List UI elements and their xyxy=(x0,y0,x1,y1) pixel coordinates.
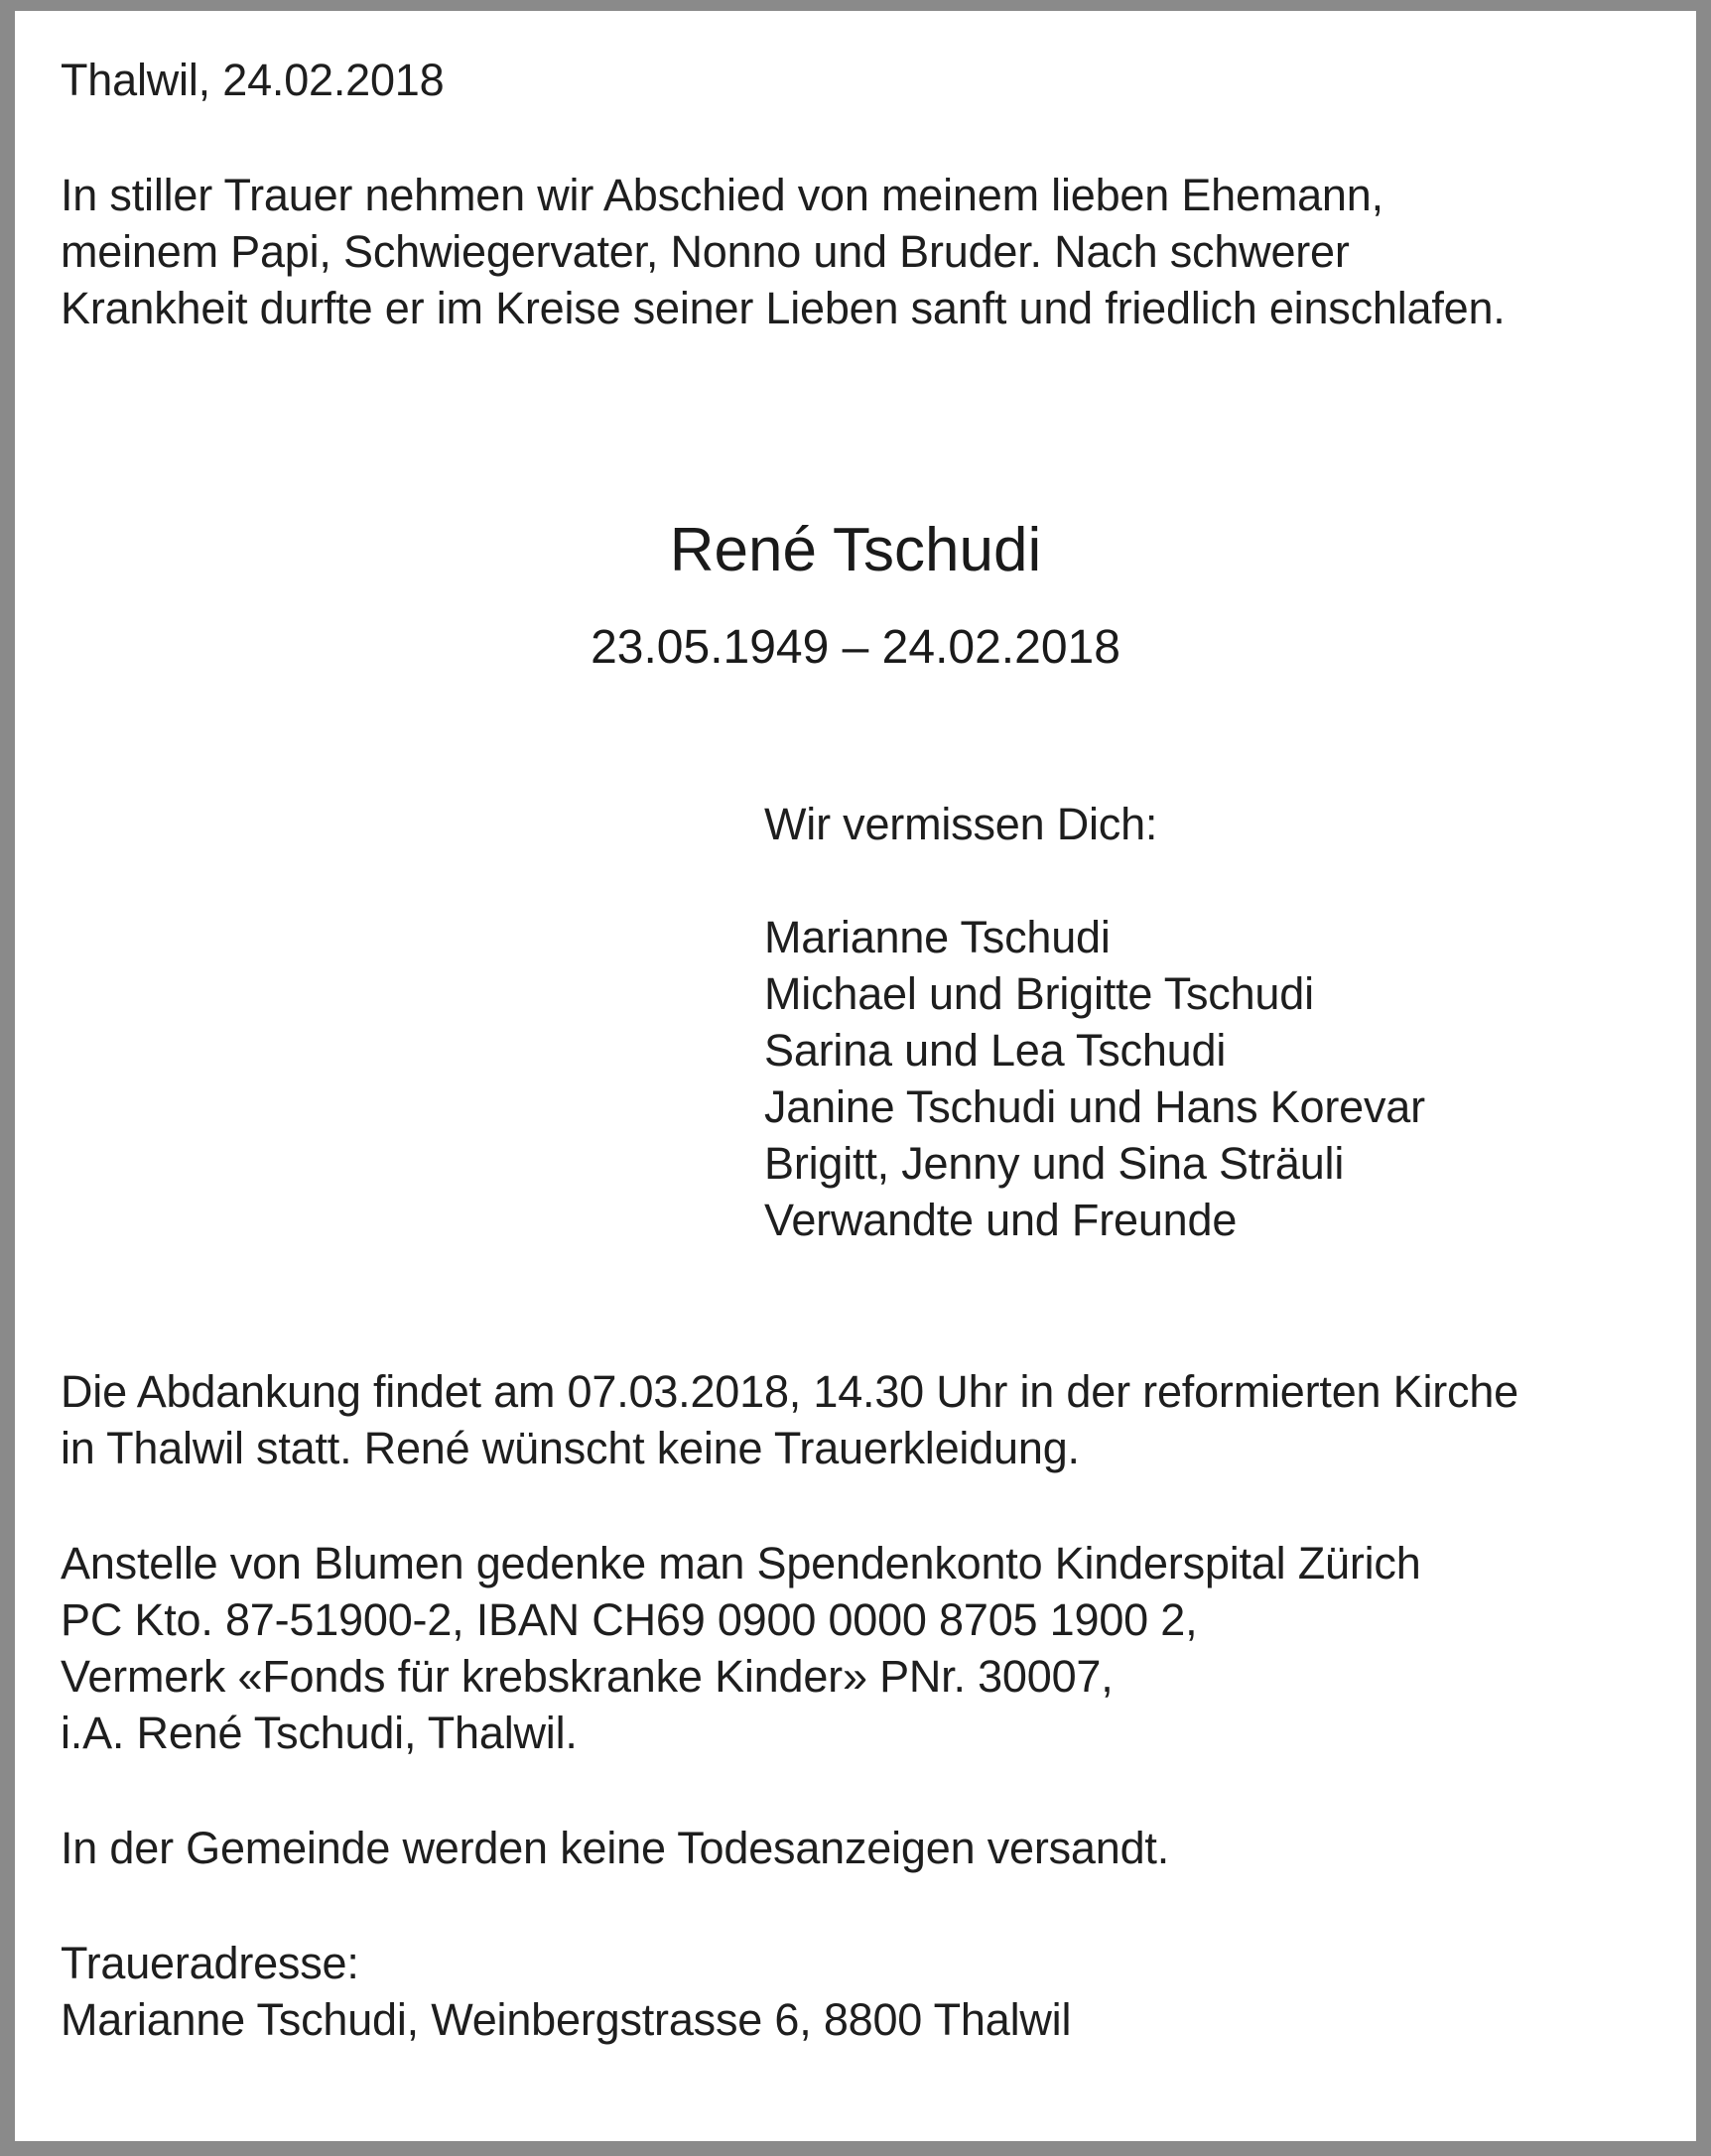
mourner-name: Michael und Brigitte Tschudi xyxy=(764,968,1314,1019)
life-dates: 23.05.1949 – 24.02.2018 xyxy=(591,621,1120,674)
place-date: Thalwil, 24.02.2018 xyxy=(61,55,445,105)
no-notices-statement: In der Gemeinde werden keine Todesanzeigen versandt. xyxy=(61,1823,1169,1873)
donation-line: Anstelle von Blumen gedenke man Spendenkonto Kinderspital Zürich xyxy=(61,1538,1421,1588)
mourners-heading: Wir vermissen Dich: xyxy=(764,799,1158,849)
intro-line: Krankheit durfte er im Kreise seiner Lieben sanft und friedlich einschlafen. xyxy=(61,283,1506,333)
mourner-name: Janine Tschudi und Hans Korevar xyxy=(764,1081,1425,1132)
mourner-name: Sarina und Lea Tschudi xyxy=(764,1025,1227,1076)
address-value: Marianne Tschudi, Weinbergstrasse 6, 8800 Thalwil xyxy=(61,1994,1072,2045)
mourner-name: Marianne Tschudi xyxy=(764,912,1111,962)
donation-line: i.A. René Tschudi, Thalwil. xyxy=(61,1708,578,1758)
deceased-name: René Tschudi xyxy=(669,516,1042,584)
ceremony-line: in Thalwil statt. René wünscht keine Trauerkleidung. xyxy=(61,1423,1080,1473)
mourner-name: Verwandte und Freunde xyxy=(764,1195,1238,1245)
address-label: Traueradresse: xyxy=(61,1938,359,1988)
intro-line: meinem Papi, Schwiegervater, Nonno und Bruder. Nach schwerer xyxy=(61,226,1350,277)
donation-line: Vermerk «Fonds für krebskranke Kinder» PNr. 30007, xyxy=(61,1651,1114,1702)
donation-line: PC Kto. 87-51900-2, IBAN CH69 0900 0000 8705 1900 2, xyxy=(61,1594,1198,1645)
intro-line: In stiller Trauer nehmen wir Abschied von meinem lieben Ehemann, xyxy=(61,170,1383,220)
ceremony-line: Die Abdankung findet am 07.03.2018, 14.30 Uhr in der reformierten Kirche xyxy=(61,1366,1518,1417)
mourner-name: Brigitt, Jenny und Sina Sträuli xyxy=(764,1138,1345,1189)
